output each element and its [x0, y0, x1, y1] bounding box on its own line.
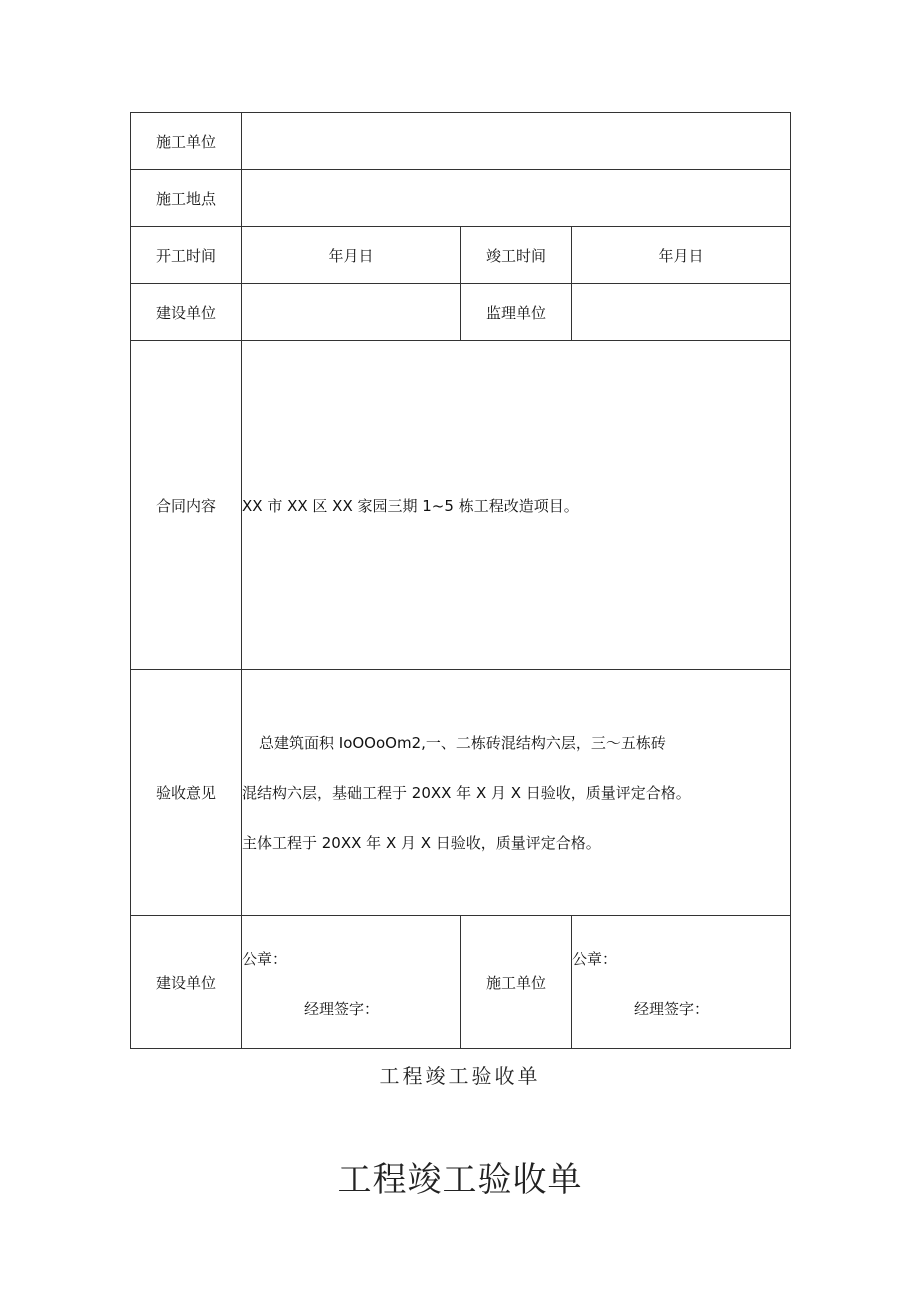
- row-contractor: [131, 113, 791, 170]
- contractor-label: 施工单位: [131, 113, 242, 170]
- contractor-value-field[interactable]: [242, 113, 791, 170]
- supervisor-value-field[interactable]: [572, 284, 791, 341]
- acceptance-opinion[interactable]: [242, 670, 791, 916]
- start-date-value[interactable]: 年月日: [242, 227, 461, 284]
- contractor-sign-label: 施工单位: [461, 916, 572, 1049]
- contractor-manager-sign-label: 经理签字：: [634, 1000, 710, 1018]
- end-date-label: 竣工时间: [461, 227, 572, 284]
- row-signatures: [131, 916, 791, 1049]
- row-parties: [131, 284, 791, 341]
- acceptance-form-table: [130, 112, 791, 1049]
- row-dates: [131, 227, 791, 284]
- form-caption-small: 工程竣工验收单: [379, 1064, 541, 1088]
- start-date-label: 开工时间: [131, 227, 242, 284]
- owner-sign-label: 建设单位: [131, 916, 242, 1049]
- acceptance-line-3: 主体工程于 20XX 年 X 月 X 日验收，质量评定合格。: [242, 833, 601, 852]
- site-value-field[interactable]: [242, 170, 791, 227]
- form-title-large: 工程竣工验收单: [337, 1160, 583, 1200]
- end-date-value[interactable]: 年月日: [572, 227, 791, 284]
- acceptance-label: 验收意见: [131, 670, 242, 916]
- owner-sign-area[interactable]: [242, 916, 461, 1049]
- row-site: [131, 170, 791, 227]
- row-acceptance: [131, 670, 791, 916]
- contractor-seal-label: 公章：: [572, 950, 618, 968]
- site-label: 施工地点: [131, 170, 242, 227]
- owner-manager-sign-label: 经理签字：: [304, 1000, 380, 1018]
- acceptance-line-1: 总建筑面积 IoOOoOm2,一、二栋砖混结构六层，三～五栋砖: [259, 733, 666, 752]
- contract-text[interactable]: XX 市 XX 区 XX 家园三期 1~5 栋工程改造项目。: [242, 341, 791, 670]
- owner-seal-label: 公章：: [242, 950, 288, 968]
- supervisor-label: 监理单位: [461, 284, 572, 341]
- contract-label: 合同内容: [131, 341, 242, 670]
- row-contract: [131, 341, 791, 670]
- owner-value-field[interactable]: [242, 284, 461, 341]
- acceptance-line-2: 混结构六层，基础工程于 20XX 年 X 月 X 日验收，质量评定合格。: [242, 783, 691, 802]
- owner-label: 建设单位: [131, 284, 242, 341]
- contractor-sign-area[interactable]: [572, 916, 791, 1049]
